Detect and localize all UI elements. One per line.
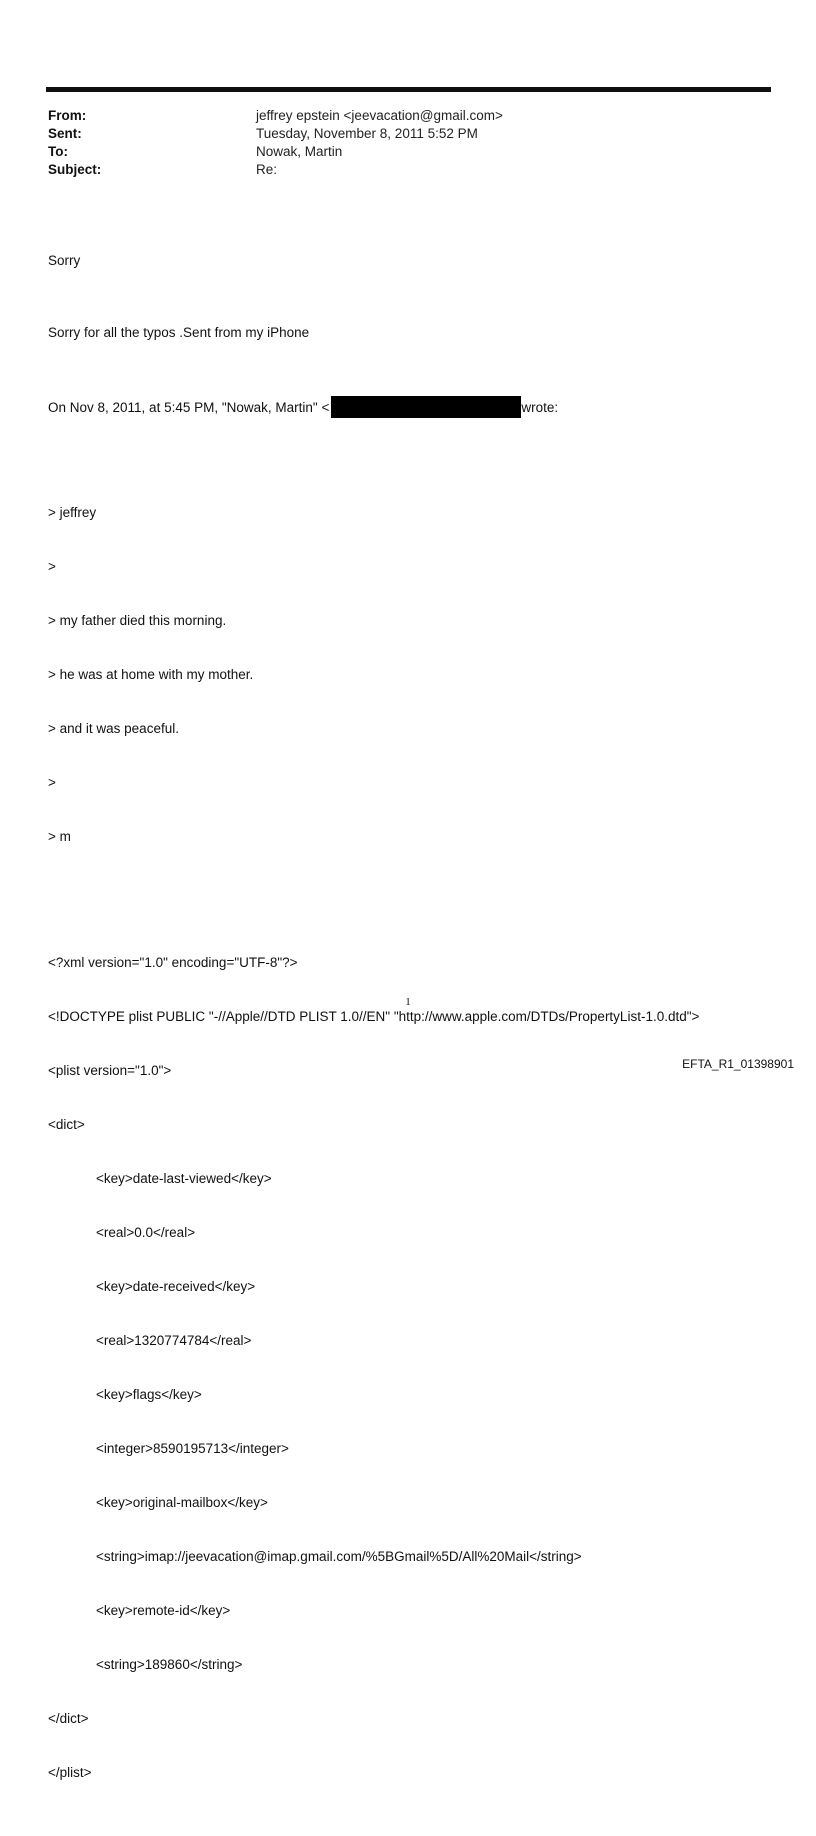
sent-label: Sent:: [48, 126, 82, 141]
page-number: 1: [405, 996, 411, 1008]
dict-item: <string>imap://jeevacation@imap.gmail.com/%5BGmail%5D/All%20Mail</string>: [96, 1549, 582, 1564]
from-label: From:: [48, 108, 87, 123]
subject-value: Re:: [256, 162, 278, 177]
subject-label: Subject:: [48, 162, 102, 177]
quoted-line: >: [48, 559, 56, 574]
plist-close-tag: </plist>: [48, 1765, 92, 1780]
dict-item: <real>1320774784</real>: [96, 1333, 252, 1348]
quoted-line: > and it was peaceful.: [48, 721, 179, 736]
bates-number: EFTA_R1_01398901: [682, 1057, 794, 1071]
dict-item: <key>date-last-viewed</key>: [96, 1171, 272, 1186]
xml-declaration: <?xml version="1.0" encoding="UTF-8"?>: [48, 955, 298, 970]
dict-open-tag: <dict>: [48, 1117, 85, 1132]
plist-open-tag: <plist version="1.0">: [48, 1063, 172, 1078]
dict-item: <key>remote-id</key>: [96, 1603, 231, 1618]
attribution-prefix: On Nov 8, 2011, at 5:45 PM, "Nowak, Martin" <: [48, 400, 330, 415]
subject-row: [48, 161, 503, 179]
dict-item: <key>flags</key>: [96, 1387, 202, 1402]
dict-item: <string>189860</string>: [96, 1657, 243, 1672]
quoted-line: > my father died this morning.: [48, 613, 227, 628]
dict-close-tag: </dict>: [48, 1711, 89, 1726]
from-row: [48, 107, 503, 125]
to-row: [48, 143, 503, 161]
sent-value: Tuesday, November 8, 2011 5:52 PM: [256, 126, 478, 141]
email-body: [48, 216, 699, 1836]
to-value: Nowak, Martin: [256, 144, 343, 159]
attribution-suffix: wrote:: [521, 400, 559, 415]
quoted-line: > m: [48, 829, 71, 844]
header-divider: [46, 87, 771, 92]
to-label: To:: [48, 144, 68, 159]
body-line-sorry: Sorry: [48, 253, 81, 268]
quoted-message: [48, 468, 699, 882]
quote-attribution: [48, 396, 699, 414]
dict-item: <real>0.0</real>: [96, 1225, 196, 1240]
quoted-line: > he was at home with my mother.: [48, 667, 254, 682]
email-header: [48, 107, 503, 179]
quoted-line: >: [48, 775, 56, 790]
quoted-line: > jeffrey: [48, 505, 97, 520]
from-value: jeffrey epstein <jeevacation@gmail.com>: [256, 108, 503, 123]
dict-item: <integer>8590195713</integer>: [96, 1441, 289, 1456]
body-line-typos: Sorry for all the typos .Sent from my iPhone: [48, 325, 310, 340]
redaction-block: [331, 396, 521, 418]
dict-item: <key>date-received</key>: [96, 1279, 256, 1294]
sent-row: [48, 125, 503, 143]
plist-block: [48, 918, 699, 1818]
dict-item: <key>original-mailbox</key>: [96, 1495, 268, 1510]
doctype-line: <!DOCTYPE plist PUBLIC "-//Apple//DTD PLIST 1.0//EN" "http://www.apple.com/DTDs/PropertyList-1.0.dtd">: [48, 1009, 700, 1024]
